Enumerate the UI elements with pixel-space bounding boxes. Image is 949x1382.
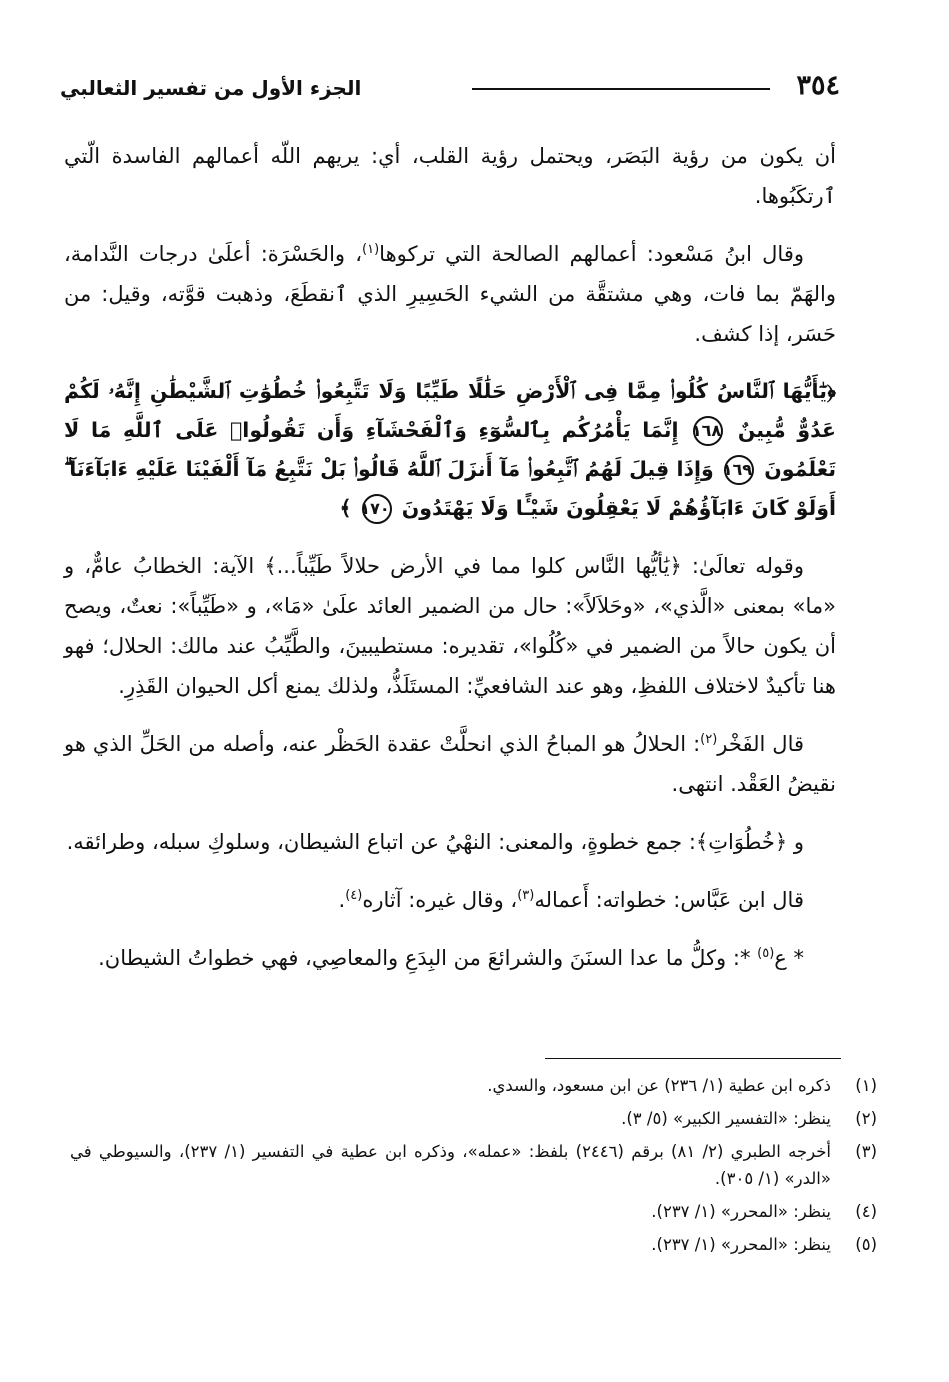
- paragraph-7: [64, 938, 836, 978]
- paragraph-6: [64, 880, 836, 920]
- verse-number-168: ١٦٨: [693, 416, 723, 446]
- footnote-separator: [545, 1058, 841, 1059]
- footnote-marker: (٤): [855, 1202, 877, 1221]
- page-number: ٣٥٤: [796, 70, 840, 101]
- footnotes: [70, 1072, 877, 1264]
- footnote-2: [70, 1105, 877, 1132]
- main-text: [64, 136, 836, 996]
- footnote-text: أخرجه الطبري (٢/ ٨١) برقم (٢٤٤٦) بلفظ: «عمله»، وذكره ابن عطية في التفسير (١/ ٢٣٧)، والسيوطي في «الدر» (١/ ٣٠٥).: [70, 1142, 832, 1188]
- paragraph-7-text-a: * ع: [774, 946, 804, 970]
- footnote-4: [70, 1198, 877, 1225]
- paragraph-4-text-b: : الحلالُ هو المباحُ الذي انحلَّتْ عقدة الحَظْر عنه، وأصله من الحَلِّ الذي هو نقيضُ العَقْد. انتهى.: [64, 732, 836, 796]
- page-header: [60, 66, 840, 106]
- header-rule: [472, 88, 770, 90]
- footnote-5: [70, 1231, 877, 1258]
- footnote-1: [70, 1072, 877, 1099]
- paragraph-2-text-a: وقال ابنُ مَسْعود: أعمالهم الصالحة التي تركوها: [379, 242, 805, 266]
- paragraph-2-text-b: ، والحَسْرَة: أعلَىٰ درجات النَّدامة، والهَمّ بما فات، وهي مشتقَّة من الشيء الحَسِيرِ الذي ٱنقطَعَ، وذهبت قوَّته، وقيل: من حَسَر، إذا كشف.: [64, 242, 836, 346]
- paragraph-7-text-b: *: وكلُّ ما عدا السنَنَ والشرائعَ من البِدَعِ والمعاصِي، فهي خطواتُ الشيطان.: [98, 946, 758, 970]
- paragraph-6-text-c: .: [338, 888, 346, 912]
- footnote-marker: (٥): [855, 1235, 877, 1254]
- note-ref-1: (١): [362, 242, 380, 257]
- footnote-text: ذكره ابن عطية (١/ ٢٣٦) عن ابن مسعود، والسدي.: [487, 1076, 831, 1095]
- verse-number-170: ١٧٠: [362, 494, 392, 524]
- verse-168: ﴿يَٰٓأَيُّهَا ٱلنَّاسُ كُلُوا۟ مِمَّا فِى ٱلْأَرْضِ حَلَٰلًا طَيِّبًا وَلَا تَتَّبِعُوا۟ خُطُوَٰتِ ٱلشَّيْطَٰنِ إِنَّهُۥ لَكُمْ عَدُوٌّ مُّبِينٌ: [64, 379, 836, 442]
- footnote-3: [70, 1138, 877, 1192]
- note-ref-5: (٥): [757, 946, 775, 961]
- footnote-marker: (٣): [855, 1142, 877, 1161]
- paragraph-1: أن يكون من رؤية البَصَر، ويحتمل رؤية القلب، أي: يريهم اللّه أعمالهم الفاسدة الّتي ٱرتكَبُوها.: [64, 144, 836, 208]
- verse-169: إِنَّمَا يَأْمُرُكُم بِٱلسُّوٓءِ وَٱلْفَحْشَآءِ وَأَن تَقُولُوا۟ عَلَى ٱللَّهِ مَا لَا تَعْلَمُونَ: [64, 418, 837, 481]
- footnote-marker: (١): [855, 1076, 877, 1095]
- note-ref-3: (٣): [517, 888, 535, 903]
- verse-number-169: ١٦٩: [724, 455, 754, 485]
- footnote-text: ينظر: «المحرر» (١/ ٢٣٧).: [651, 1202, 831, 1221]
- paragraph-4-text-a: قال الفَخْر: [717, 732, 805, 756]
- verse-close-bracket: ﴾: [339, 496, 352, 520]
- paragraph-6-text-b: ، وقال غيره: آثاره: [362, 888, 518, 912]
- paragraph-2: [64, 234, 836, 354]
- verse-170: وَإِذَا قِيلَ لَهُمُ ٱتَّبِعُوا۟ مَآ أَنزَلَ ٱللَّهُ قَالُوا۟ بَلْ نَتَّبِعُ مَآ أَلْفَيْنَا عَلَيْهِ ءَابَآءَنَآ ۗ أَوَلَوْ كَانَ ءَابَآؤُهُمْ لَا يَعْقِلُونَ شَيْـًٔا وَلَا يَهْتَدُونَ: [64, 457, 836, 520]
- quran-verses: [64, 372, 836, 528]
- paragraph-3: وقوله تعالَىٰ: ﴿يَٰأيُّها النَّاس كلوا مما في الأرض حلالاً طَيِّباً...﴾ الآية: الخطابُ عامٌّ، و «ما» بمعنى «الَّذي»، «وحَلاَلاً»: حال من الضمير العائد علَىٰ «مَا»، و «طَيِّباً»: نعتٌ، ويصح أن يكون حالاً من الضمير في «كُلُوا»، تقديره: مستطيبينَ، والطَّيِّبُ عند مالك: الحلال؛ فهو هنا تأكيدٌ لاختلاف اللفظِ، وهو عند الشافعيِّ: المستَلَذُّ، ولذلك يمنع أكل الحيوان القَذِرِ.: [64, 554, 836, 698]
- paragraph-5: و ﴿خُطُوَاتِ﴾: جمع خطوةٍ، والمعنى: النهْيُ عن اتباع الشيطان، وسلوكِ سبله، وطرائقه.: [66, 830, 804, 854]
- note-ref-4: (٤): [345, 888, 363, 903]
- running-title: الجزء الأول من تفسير الثعالبي: [60, 76, 362, 100]
- note-ref-2: (٢): [700, 732, 718, 747]
- paragraph-6-text-a: قال ابن عَبَّاس: خطواته: أَعماله: [534, 888, 804, 912]
- footnote-text: ينظر: «المحرر» (١/ ٢٣٧).: [651, 1235, 831, 1254]
- paragraph-4: [64, 724, 836, 804]
- footnote-marker: (٢): [855, 1109, 877, 1128]
- footnote-text: ينظر: «التفسير الكبير» (٥/ ٣).: [621, 1109, 831, 1128]
